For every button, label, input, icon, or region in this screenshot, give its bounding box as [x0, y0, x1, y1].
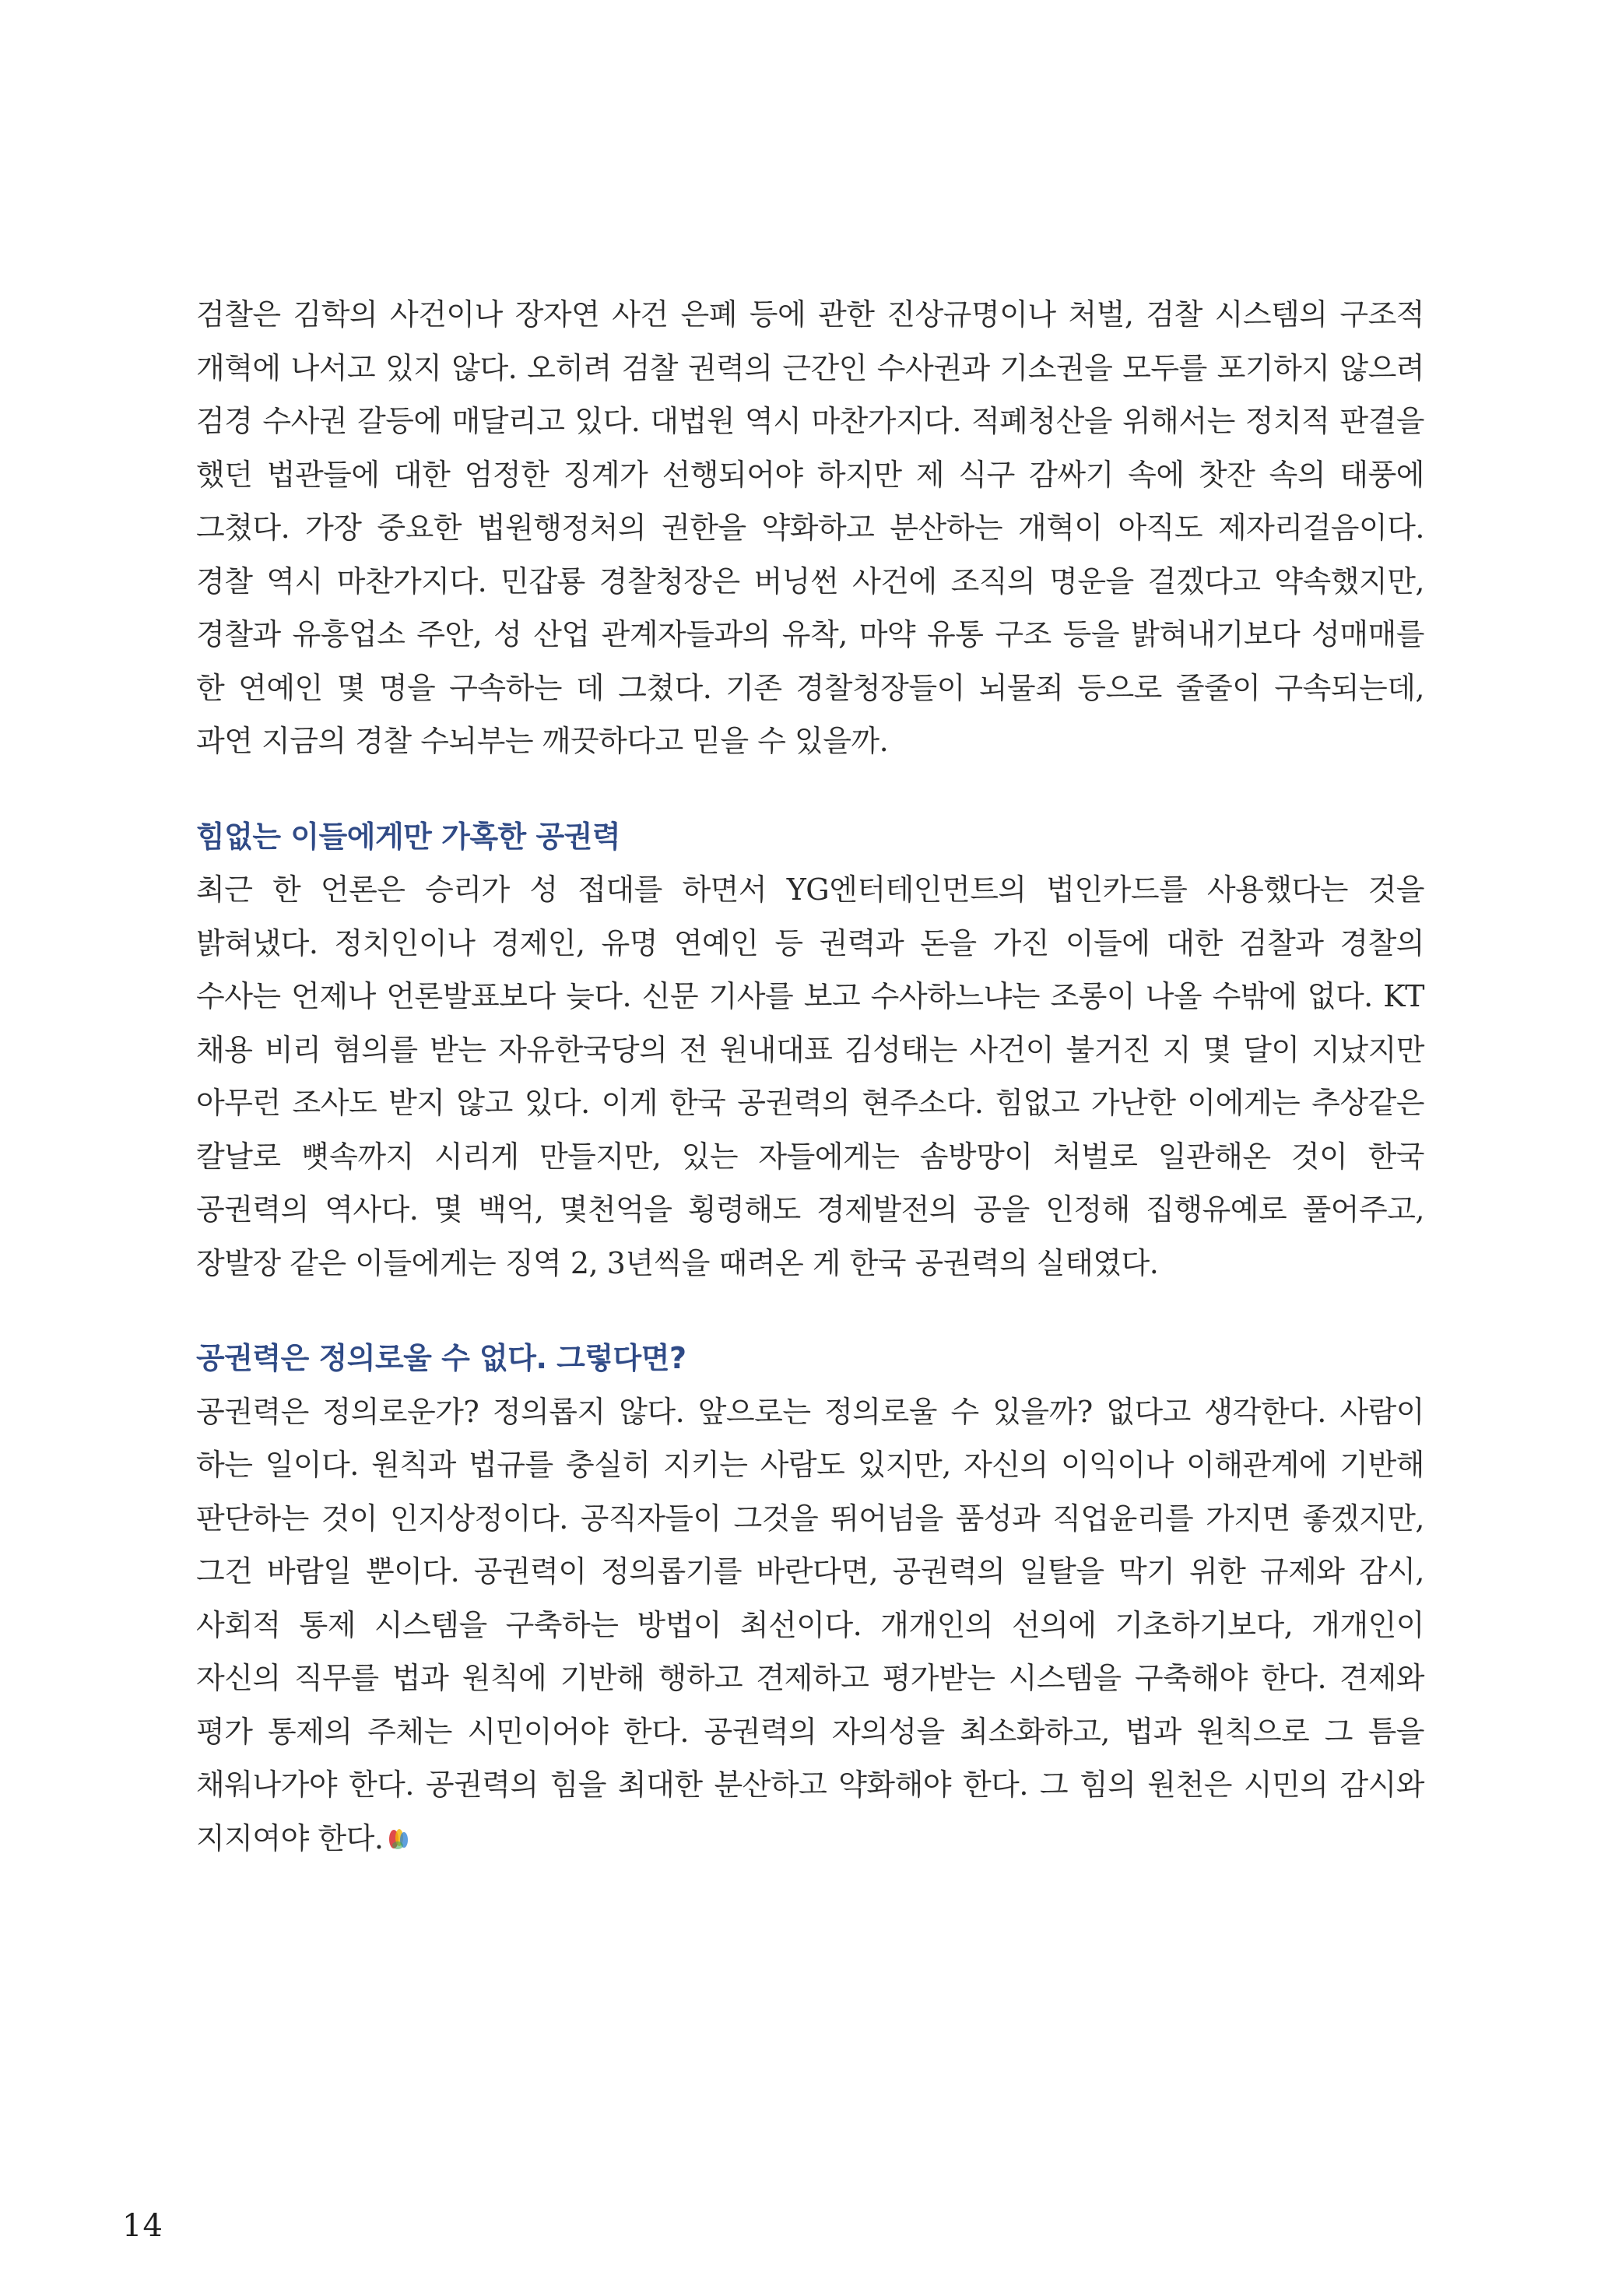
section-heading: 힘없는 이들에게만 가혹한 공권력: [196, 819, 621, 854]
section-spacer: [196, 1290, 1424, 1332]
page-number: 14: [122, 2208, 163, 2244]
body-paragraph-final: [196, 1385, 1424, 1866]
body-paragraph: 최근 한 언론은 승리가 성 접대를 하면서 YG엔터테인먼트의 법인카드를 사용했다는 것을 밝혀냈다. 정치인이나 경제인, 유명 연예인 등 권력과 돈을 가진 이들에 대한 검찰과 경찰의 수사는 언제나 언론발표보다 늦다. 신문 기사를 보고 수사하느냐는 조롱이 나올 수밖에 없다. KT 채용 비리 혐의를 받는 자유한국당의 전 원내대표 김성태는 사건이 불거진 지 몇 달이 지났지만 아무런 조사도 받지 않고 있다. 이게 한국 공권력의 현주소다. 힘없고 가난한 이에게는 추상같은 칼날로 뼛속까지 시리게 만들지만, 있는 자들에게는 솜방망이 처벌로 일관해온 것이 한국 공권력의 역사다. 몇 백억, 몇천억을 횡령해도 경제발전의 공을 인정해 집행유예로 풀어주고, 장발장 같은 이들에게는 징역 2, 3년씩을 때려온 게 한국 공권력의 실태였다.: [196, 872, 1424, 1280]
section-spacer: [196, 768, 1424, 810]
article-body: [196, 288, 1424, 1865]
body-paragraph: 검찰은 김학의 사건이나 장자연 사건 은폐 등에 관한 진상규명이나 처벌, 검찰 시스템의 구조적 개혁에 나서고 있지 않다. 오히려 검찰 권력의 근간인 수사권과 기소권을 모두를 포기하지 않으려 검경 수사권 갈등에 매달리고 있다. 대법원 역시 마찬가지다. 적폐청산을 위해서는 정치적 판결을 했던 법관들에 대한 엄정한 징계가 선행되어야 하지만 제 식구 감싸기 속에 찻잔 속의 태풍에 그쳤다. 가장 중요한 법원행정처의 권한을 약화하고 분산하는 개혁이 아직도 제자리걸음이다. 경찰 역시 마찬가지다. 민갑룡 경찰청장은 버닝썬 사건에 조직의 명운을 걸겠다고 약속했지만, 경찰과 유흥업소 주안, 성 산업 관계자들과의 유착, 마약 유통 구조 등을 밝혀내기보다 성매매를 한 연예인 몇 명을 구속하는 데 그쳤다. 기존 경찰청장들이 뇌물죄 등으로 줄줄이 구속되는데, 과연 지금의 경찰 수뇌부는 깨끗하다고 믿을 수 있을까.: [196, 297, 1424, 758]
body-paragraph-text: 공권력은 정의로운가? 정의롭지 않다. 앞으로는 정의로울 수 있을까? 없다고 생각한다. 사람이 하는 일이다. 원칙과 법규를 충실히 지키는 사람도 있지만, 자신의 이익이나 이해관계에 기반해 판단하는 것이 인지상정이다. 공직자들이 그것을 뛰어넘을 품성과 직업윤리를 가지면 좋겠지만, 그건 바람일 뿐이다. 공권력이 정의롭기를 바란다면, 공권력의 일탈을 막기 위한 규제와 감시, 사회적 통제 시스템을 구축하는 방법이 최선이다. 개개인의 선의에 기초하기보다, 개개인이 자신의 직무를 법과 원칙에 기반해 행하고 견제하고 평가받는 시스템을 구축해야 한다. 견제와 평가 통제의 주체는 시민이어야 한다. 공권력의 자의성을 최소화하고, 법과 원칙으로 그 틈을 채워나가야 한다. 공권력의 힘을 최대한 분산하고 약화해야 한다. 그 힘의 원천은 시민의 감시와 지지여야 한다.: [196, 1394, 1424, 1855]
section-heading: 공권력은 정의로울 수 없다. 그렇다면?: [196, 1341, 686, 1375]
end-mark-icon: [386, 1817, 409, 1846]
